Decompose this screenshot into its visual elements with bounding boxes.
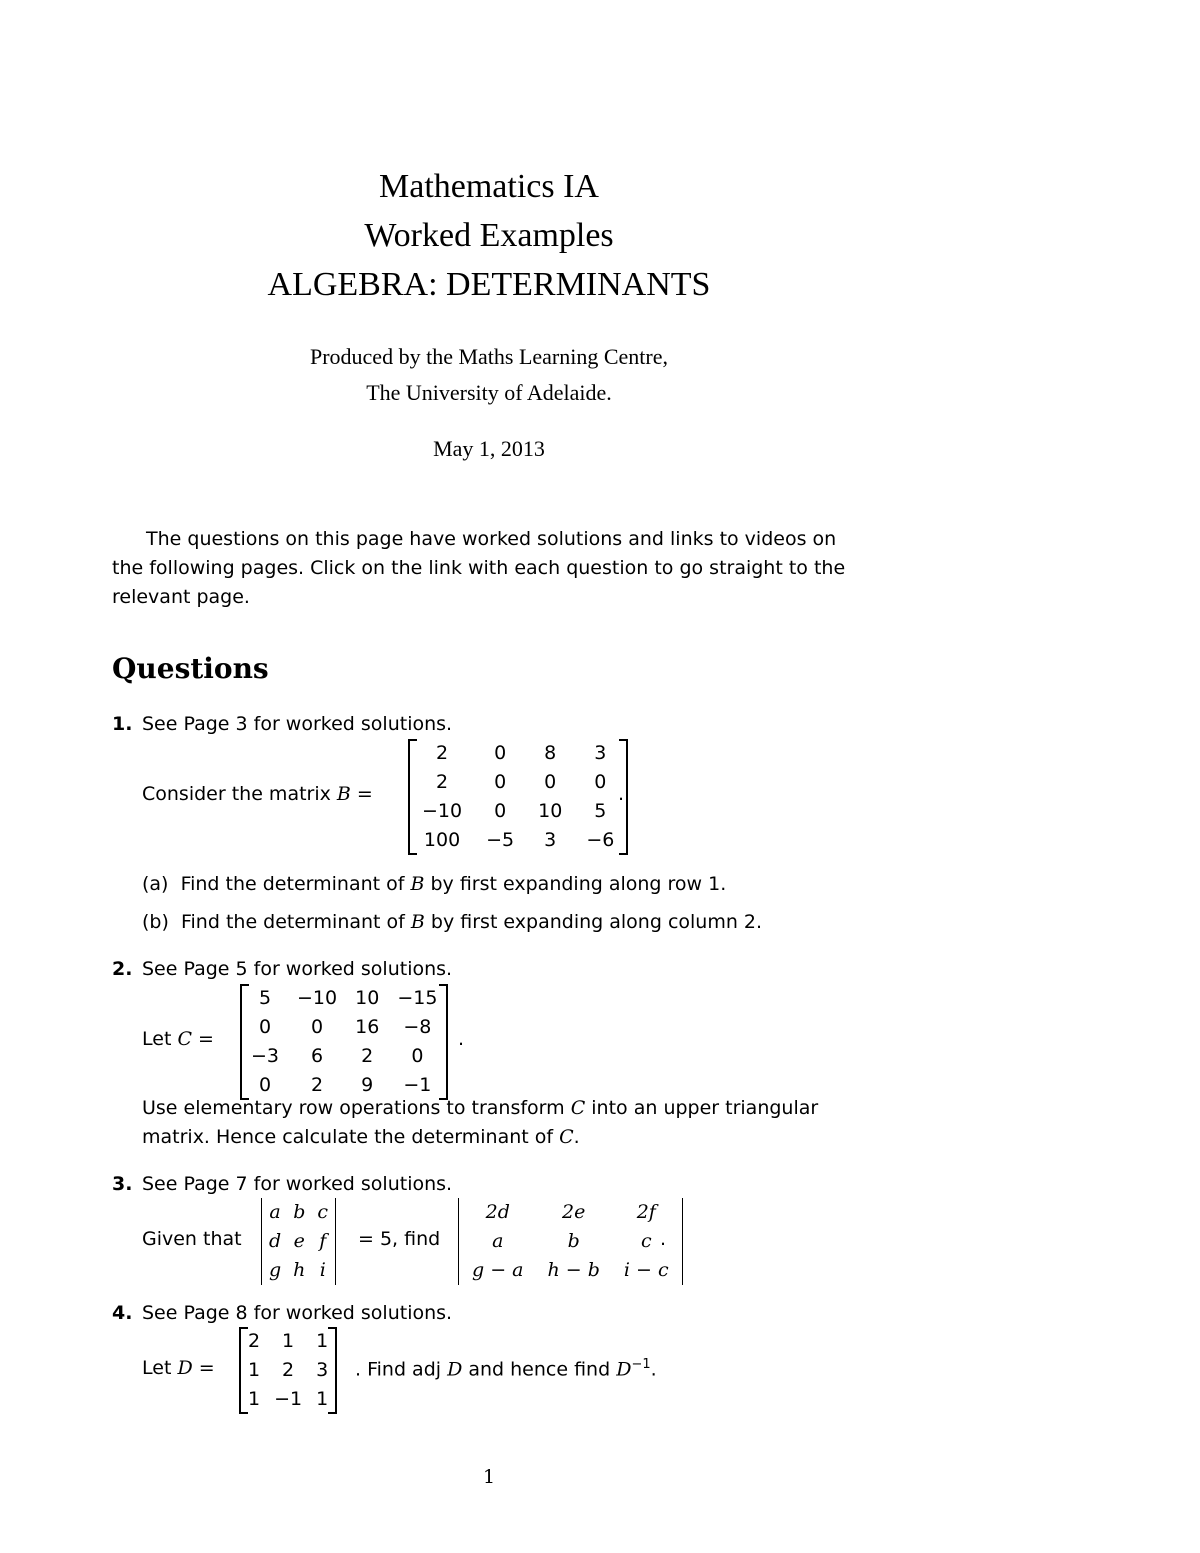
determinant-end-period: . bbox=[660, 1228, 667, 1250]
doc-title-line2: Worked Examples bbox=[364, 217, 614, 254]
determinant-abc bbox=[263, 1198, 334, 1285]
matrix-row bbox=[460, 1198, 681, 1227]
matrix-entry: 0 bbox=[494, 800, 507, 822]
matrix-entry: i bbox=[319, 1259, 326, 1281]
matrix-entry: 6 bbox=[311, 1045, 324, 1067]
matrix-row bbox=[242, 1042, 446, 1071]
matrix-entry: c bbox=[640, 1230, 652, 1252]
matrix-entry: −8 bbox=[403, 1016, 432, 1038]
question-text: . Find adj D and hence find $D^{-1}$. bbox=[355, 1357, 657, 1381]
matrix-row bbox=[460, 1227, 681, 1256]
matrix-entry: −1 bbox=[403, 1074, 432, 1096]
matrix-entry: 0 bbox=[411, 1045, 424, 1067]
matrix-row bbox=[263, 1256, 334, 1285]
matrix-entry: a bbox=[269, 1201, 281, 1223]
question-number: 2. bbox=[112, 958, 133, 980]
matrix-entry: 8 bbox=[544, 742, 557, 764]
matrix-entry: 2e bbox=[562, 1201, 586, 1223]
matrix-entry: 2d bbox=[485, 1201, 510, 1223]
matrix-entry: 2 bbox=[436, 742, 449, 764]
determinant-equals-text: = 5, find bbox=[358, 1228, 441, 1250]
doc-date: May 1, 2013 bbox=[433, 436, 545, 461]
question-lead-text: Let D = bbox=[142, 1357, 215, 1379]
matrix-entry: 0 bbox=[311, 1016, 324, 1038]
matrix-entry: 9 bbox=[361, 1074, 374, 1096]
matrix-row bbox=[242, 1071, 446, 1100]
worked-solution-link[interactable]: See Page 8 for worked solutions. bbox=[142, 1302, 453, 1324]
doc-title-line3: ALGEBRA: DETERMINANTS bbox=[267, 266, 711, 303]
matrix-entry: h − b bbox=[547, 1259, 600, 1281]
matrix-entry: 2 bbox=[248, 1330, 261, 1352]
matrix-entry: 1 bbox=[316, 1388, 329, 1410]
matrix-row bbox=[241, 1327, 335, 1356]
worked-solution-link[interactable]: See Page 3 for worked solutions. bbox=[142, 713, 453, 735]
matrix-entry: e bbox=[293, 1230, 305, 1252]
worked-solution-link[interactable]: See Page 5 for worked solutions. bbox=[142, 958, 453, 980]
determinant-modified bbox=[460, 1198, 681, 1285]
matrix-entry: d bbox=[269, 1230, 282, 1252]
matrix-entry: 2 bbox=[361, 1045, 374, 1067]
intro-paragraph: The questions on this page have worked solutions and links to videos on the following pages. Click on the link with each question to go straight to the relevant page. bbox=[112, 528, 846, 608]
matrix-entry: 3 bbox=[594, 742, 607, 764]
matrix-row bbox=[410, 797, 626, 826]
matrix-entry: 0 bbox=[494, 742, 507, 764]
matrix-b bbox=[410, 739, 626, 855]
matrix-row bbox=[460, 1256, 681, 1285]
matrix-entry: −15 bbox=[397, 987, 438, 1009]
matrix-entry: i − c bbox=[623, 1259, 669, 1281]
question-lead-text: Let C = bbox=[142, 1028, 214, 1050]
part-a-text: (a) Find the determinant of B by first expanding along row 1. bbox=[142, 873, 727, 895]
question-lead-text: Consider the matrix B = bbox=[142, 783, 373, 805]
matrix-entry: 1 bbox=[282, 1330, 295, 1352]
matrix-entry: 3 bbox=[316, 1359, 329, 1381]
matrix-entry: 1 bbox=[316, 1330, 329, 1352]
part-b-text: (b) Find the determinant of B by first expanding along column 2. bbox=[142, 911, 763, 933]
matrix-entry: f bbox=[319, 1230, 327, 1252]
matrix-c bbox=[242, 984, 446, 1100]
page-number: 1 bbox=[482, 1466, 496, 1488]
worked-solution-link[interactable]: See Page 7 for worked solutions. bbox=[142, 1173, 453, 1195]
matrix-entry: −10 bbox=[297, 987, 338, 1009]
matrix-row bbox=[263, 1198, 334, 1227]
matrix-entry: −10 bbox=[422, 800, 463, 822]
matrix-entry: 1 bbox=[248, 1359, 261, 1381]
matrix-entry: 1 bbox=[248, 1388, 261, 1410]
question-text-line1: Use elementary row operations to transform C into an upper triangular bbox=[142, 1097, 819, 1119]
producer-line1: Produced by the Maths Learning Centre, bbox=[309, 344, 668, 369]
matrix-entry: 16 bbox=[355, 1016, 380, 1038]
matrix-entry: 5 bbox=[258, 987, 272, 1009]
matrix-end-period: . bbox=[458, 1028, 465, 1050]
matrix-entry: c bbox=[317, 1201, 329, 1223]
matrix-entry: 5 bbox=[594, 800, 607, 822]
matrix-entry: 0 bbox=[544, 771, 557, 793]
matrix-entry: 10 bbox=[355, 987, 380, 1009]
matrix-entry: 0 bbox=[594, 771, 607, 793]
matrix-d bbox=[241, 1327, 335, 1414]
matrix-entry: 0 bbox=[258, 1074, 272, 1096]
matrix-entry: 2 bbox=[282, 1359, 295, 1381]
question-number: 1. bbox=[112, 713, 133, 735]
matrix-entry: −6 bbox=[586, 829, 615, 851]
matrix-end-period: . bbox=[618, 783, 625, 805]
matrix-row bbox=[242, 984, 446, 1013]
producer-line2: The University of Adelaide. bbox=[366, 380, 612, 405]
matrix-row bbox=[242, 1013, 446, 1042]
matrix-row bbox=[410, 768, 626, 797]
matrix-entry: b bbox=[293, 1201, 306, 1223]
matrix-entry: g bbox=[269, 1259, 282, 1281]
matrix-entry: −5 bbox=[486, 829, 515, 851]
doc-title-line1: Mathematics IA bbox=[379, 168, 599, 205]
matrix-row bbox=[241, 1356, 335, 1385]
matrix-entry: g − a bbox=[472, 1259, 524, 1281]
matrix-row bbox=[410, 739, 626, 768]
matrix-entry: 2 bbox=[436, 771, 449, 793]
question-text-line2: matrix. Hence calculate the determinant of C. bbox=[142, 1126, 580, 1148]
matrix-entry: 2f bbox=[636, 1201, 656, 1223]
matrix-entry: 0 bbox=[494, 771, 507, 793]
matrix-entry: h bbox=[293, 1259, 306, 1281]
matrix-row bbox=[410, 826, 626, 855]
matrix-entry: 100 bbox=[423, 829, 461, 851]
matrix-row bbox=[241, 1385, 335, 1414]
question-lead-text: Given that bbox=[142, 1228, 242, 1250]
question-number: 3. bbox=[112, 1173, 133, 1195]
question-number: 4. bbox=[112, 1302, 133, 1324]
matrix-row bbox=[263, 1227, 334, 1256]
matrix-entry: 10 bbox=[538, 800, 563, 822]
matrix-entry: −1 bbox=[274, 1388, 303, 1410]
matrix-entry: −3 bbox=[251, 1045, 280, 1067]
matrix-entry: a bbox=[492, 1230, 504, 1252]
matrix-entry: b bbox=[567, 1230, 580, 1252]
section-heading: Questions bbox=[112, 652, 269, 685]
matrix-entry: 2 bbox=[311, 1074, 324, 1096]
matrix-entry: 3 bbox=[544, 829, 557, 851]
matrix-entry: 0 bbox=[258, 1016, 272, 1038]
